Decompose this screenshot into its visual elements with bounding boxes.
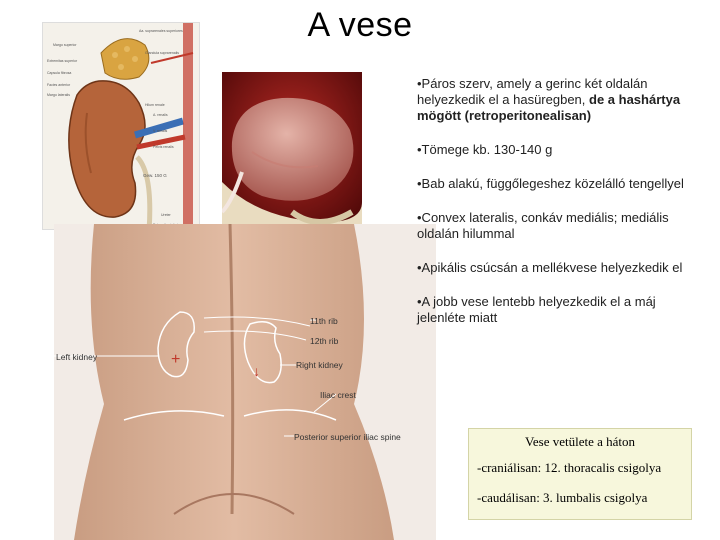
illus-label: Margo lateralis — [47, 93, 70, 97]
bullet-item — [417, 176, 707, 192]
bullet-list — [417, 76, 707, 344]
illus-label: Facies anterior — [47, 83, 71, 87]
illus-label: V. renalis — [153, 129, 168, 133]
back-projection-photo — [54, 224, 436, 540]
bullet-bold-text: de a hashártya mögött (retroperitonealisan) — [417, 92, 681, 123]
bullet-text: •Bab alakú, függőlegeshez közelálló tengellyel — [417, 176, 684, 191]
illus-weight-note: Gew. 150 G — [143, 173, 167, 178]
illus-label: Glandula suprarenalis — [145, 51, 180, 55]
label-11th-rib: 11th rib — [310, 316, 338, 326]
label-12th-rib: 12th rib — [310, 336, 339, 346]
bullet-item — [417, 294, 707, 326]
bullet-item — [417, 210, 707, 242]
svg-text:+: + — [171, 351, 181, 368]
label-right-kidney: Right kidney — [296, 360, 343, 370]
illus-label: Margo superior — [53, 43, 77, 47]
bullet-item — [417, 76, 707, 124]
specimen-drawing — [222, 72, 362, 234]
svg-text:↓: ↓ — [253, 363, 260, 379]
bullet-text: •Apikális csúcsán a mellékvese helyezkedik el — [417, 260, 683, 275]
infobox-cranial-line: -craniálisan: 12. thoracalis csigolya — [477, 460, 662, 475]
slide-title: A vese — [307, 6, 413, 44]
bullet-text: •Tömege kb. 130-140 g — [417, 142, 553, 157]
illus-label: Hilum renale — [145, 103, 165, 107]
kidney-specimen-photo — [222, 72, 362, 234]
label-left-kidney: Left kidney — [56, 352, 98, 362]
illus-label: Capsula fibrosa — [47, 71, 72, 75]
infobox-caudal-line: -caudálisan: 3. lumbalis csigolya — [477, 490, 648, 505]
bullet-item — [417, 260, 707, 276]
illus-label: A. renalis — [153, 113, 168, 117]
bullet-text: •A jobb vese lentebb helyezkedik el a máj jelenléte miatt — [417, 294, 656, 325]
kidney-anatomy-illustration — [42, 22, 200, 230]
bullet-text: •Páros szerv, amely a gerinc két oldalán helyezkedik el a hasüregben, — [417, 76, 648, 107]
bullet-item — [417, 142, 707, 158]
label-iliac-crest: Iliac crest — [320, 390, 356, 400]
bullet-text: •Convex lateralis, conkáv mediális; mediális oldalán hilummal — [417, 210, 669, 241]
label-posterior-iliac-spine: Posterior superior iliac spine — [294, 432, 401, 442]
back-drawing — [54, 224, 436, 540]
illus-label: Pelvis renalis — [153, 145, 174, 149]
projection-infobox — [468, 428, 692, 520]
illus-label: Aa. suprarenales superiores — [139, 29, 183, 33]
infobox-heading: Vese vetülete a háton — [524, 434, 636, 449]
illus-label: Ureter — [161, 213, 171, 217]
illus-label: Extremitas superior — [47, 59, 78, 63]
